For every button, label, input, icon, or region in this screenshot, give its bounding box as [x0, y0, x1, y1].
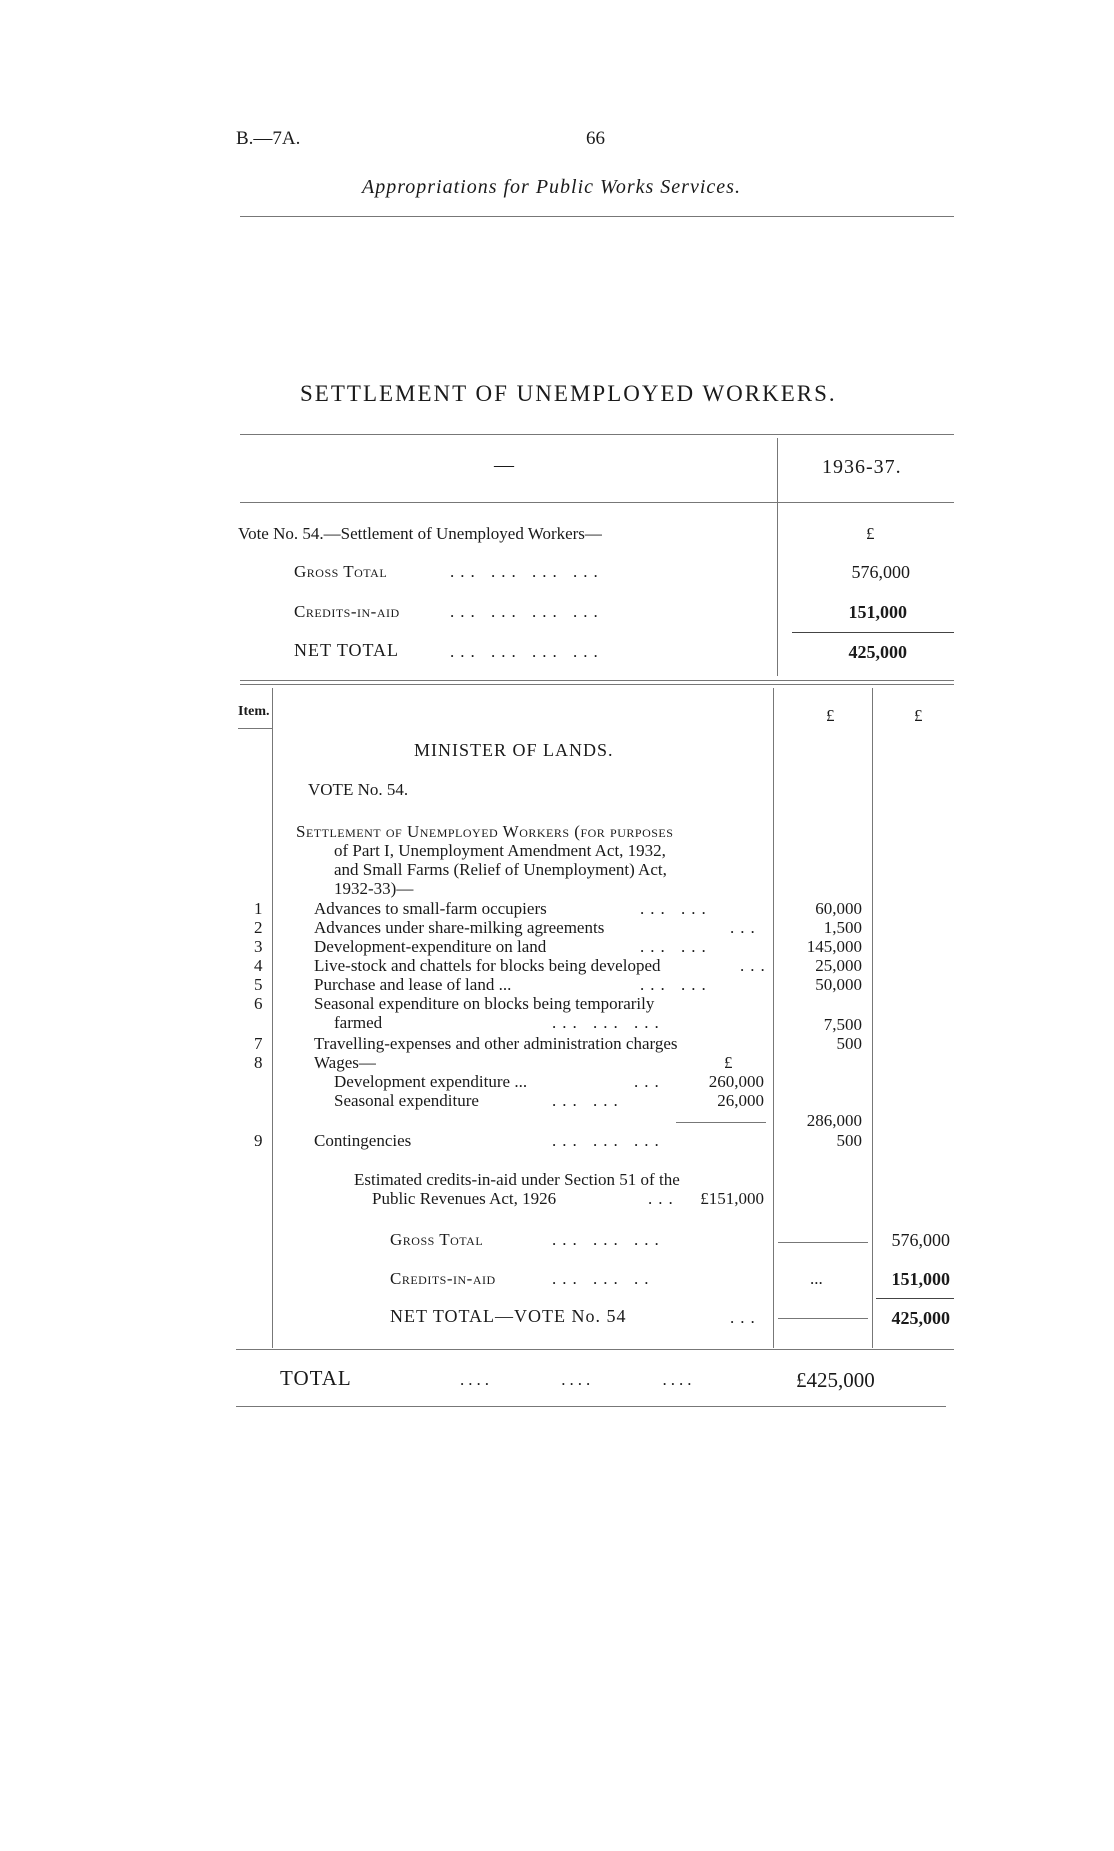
estimate-amount: £151,000: [700, 1189, 764, 1208]
detail-subtotal-rule: [876, 1298, 954, 1299]
item-label: Advances under share-milking agreements: [314, 918, 605, 937]
amount-currency-header: £: [826, 706, 835, 725]
summary-credits-value: 151,000: [848, 602, 907, 622]
detail-gross-label: Gross Total: [390, 1230, 484, 1249]
wages-sub-dots: ... ...: [552, 1091, 624, 1110]
item-amount: 500: [836, 1034, 862, 1053]
summary-net-dots: ... ... ... ...: [450, 642, 604, 661]
item-dots: ... ... ...: [552, 1131, 665, 1150]
grand-total-rule: [236, 1406, 946, 1407]
wages-subtotal-rule: [676, 1122, 766, 1123]
summary-top-rule: [240, 434, 954, 435]
detail-credits-value: 151,000: [891, 1269, 950, 1289]
item-label: Purchase and lease of land ...: [314, 975, 512, 994]
item-amount: 7,500: [823, 1015, 862, 1034]
wages-sub-amount: 260,000: [708, 1072, 764, 1091]
summary-bottom-rule-double: [240, 684, 954, 685]
wages-sub-dots: ...: [634, 1072, 665, 1091]
item-number: 8: [254, 1053, 263, 1072]
item-dots: ...: [740, 956, 771, 975]
estimate-line-1: Estimated credits-in-aid under Section 51 of the: [354, 1170, 680, 1189]
page-number: 66: [586, 128, 605, 149]
item-number: 1: [254, 899, 263, 918]
item-amount: 25,000: [815, 956, 862, 975]
wages-currency: £: [724, 1053, 733, 1072]
purpose-line-1: Settlement of Unemployed Workers (for purposes: [296, 822, 674, 841]
detail-net-label: NET TOTAL—VOTE No. 54: [390, 1306, 627, 1326]
item-header-rule: [238, 728, 272, 729]
summary-bottom-rule: [240, 680, 954, 681]
summary-credits-label: Credits-in-aid: [294, 602, 400, 621]
item-amount: 60,000: [815, 899, 862, 918]
item-label: Advances to small-farm occupiers: [314, 899, 547, 918]
detail-gross-dots: ... ... ...: [552, 1230, 665, 1249]
total-column-divider: [872, 688, 873, 1348]
summary-column-dash: —: [494, 454, 514, 476]
wages-total-amount: 286,000: [806, 1111, 862, 1130]
item-dots: ... ...: [640, 937, 712, 956]
item-amount: 1,500: [823, 918, 862, 937]
item-number: 4: [254, 956, 263, 975]
header-rule: [240, 216, 954, 217]
estimate-line-2: Public Revenues Act, 1926: [372, 1189, 557, 1208]
summary-gross-label: Gross Total: [294, 562, 388, 581]
item-number: 3: [254, 937, 263, 956]
detail-credits-mid: ...: [810, 1269, 823, 1288]
item-label: Wages—: [314, 1053, 376, 1072]
minister-heading: MINISTER OF LANDS.: [414, 740, 614, 760]
item-column-header: Item.: [238, 704, 270, 719]
running-title: Appropriations for Public Works Services.: [362, 176, 741, 198]
detail-bottom-rule: [236, 1349, 954, 1350]
detail-gross-amount-rule: [778, 1242, 868, 1243]
summary-credits-dots: ... ... ... ...: [450, 602, 604, 621]
item-amount: 500: [836, 1131, 862, 1150]
summary-currency: £: [866, 524, 875, 543]
wages-sub-amount: 26,000: [717, 1091, 764, 1110]
summary-gross-value: 576,000: [851, 562, 910, 582]
grand-total-label: TOTAL: [280, 1366, 352, 1390]
item-number: 6: [254, 994, 263, 1013]
item-dots: ... ... ...: [552, 1013, 665, 1032]
purpose-line-2: of Part I, Unemployment Amendment Act, 1932,: [334, 841, 666, 860]
detail-net-value: 425,000: [891, 1308, 950, 1328]
item-label: Development-expenditure on land: [314, 937, 547, 956]
detail-credits-label: Credits-in-aid: [390, 1269, 496, 1288]
summary-year-header: 1936-37.: [822, 456, 902, 478]
vote-heading: VOTE No. 54.: [308, 780, 409, 799]
wages-sub-label: Seasonal expenditure: [334, 1091, 479, 1110]
summary-gross-dots: ... ... ... ...: [450, 562, 604, 581]
total-currency-header: £: [914, 706, 923, 725]
item-label: Travelling-expenses and other administration charges: [314, 1034, 678, 1053]
item-number: 2: [254, 918, 263, 937]
estimate-dots: ...: [648, 1189, 679, 1208]
detail-credits-dots: ... ... ..: [552, 1269, 655, 1288]
item-dots: ... ...: [640, 899, 712, 918]
grand-total-dots: .... .... ....: [460, 1370, 696, 1389]
summary-net-label: NET TOTAL: [294, 640, 400, 660]
item-number: 5: [254, 975, 263, 994]
item-dots: ...: [730, 918, 761, 937]
detail-net-dots: ...: [730, 1308, 761, 1327]
item-dots: ... ...: [640, 975, 712, 994]
document-title: SETTLEMENT OF UNEMPLOYED WORKERS.: [300, 381, 837, 406]
detail-gross-value: 576,000: [891, 1230, 950, 1250]
summary-vote-label: Vote No. 54.—Settlement of Unemployed Workers—: [238, 524, 602, 543]
detail-net-amount-rule: [778, 1318, 868, 1319]
item-number: 9: [254, 1131, 263, 1150]
item-amount: 50,000: [815, 975, 862, 994]
wages-sub-label: Development expenditure ...: [334, 1072, 528, 1091]
summary-net-value: 425,000: [848, 642, 907, 662]
summary-column-divider: [777, 438, 778, 676]
purpose-line-4: 1932-33)—: [334, 879, 414, 898]
item-label: Contingencies: [314, 1131, 412, 1150]
item-column-divider: [272, 688, 273, 1348]
item-label: Live-stock and chattels for blocks being developed: [314, 956, 661, 975]
document-reference: B.—7A.: [236, 128, 301, 149]
purpose-line-3: and Small Farms (Relief of Unemployment) Act,: [334, 860, 667, 879]
item-amount: 145,000: [806, 937, 862, 956]
grand-total-value: £425,000: [796, 1368, 875, 1392]
item-label: Seasonal expenditure on blocks being temporarily: [314, 994, 655, 1013]
summary-subtotal-rule: [792, 632, 954, 633]
item-label-continued: farmed: [334, 1013, 383, 1032]
summary-header-rule: [240, 502, 954, 503]
amount-column-divider: [773, 688, 774, 1348]
item-number: 7: [254, 1034, 263, 1053]
